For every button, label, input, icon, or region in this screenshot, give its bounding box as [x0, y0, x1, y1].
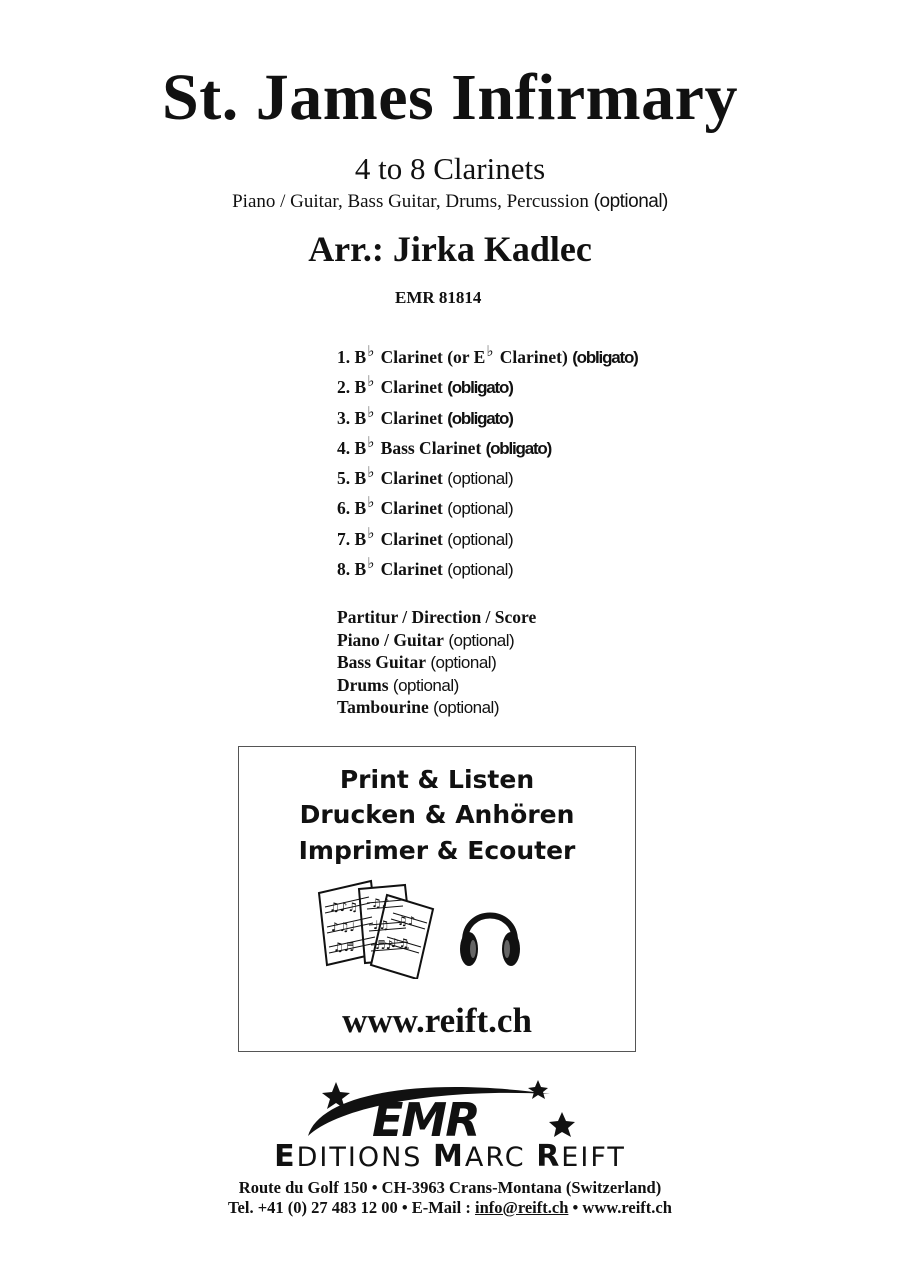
extra-item: [337, 696, 536, 719]
sheet-music-icon: [313, 879, 437, 979]
extra-note: (optional): [392, 675, 459, 695]
part-note: (optional): [447, 529, 514, 549]
part-number: 6. B: [337, 498, 367, 519]
part-number: 1. B: [337, 347, 367, 367]
flat-sign: ♭: [367, 554, 375, 573]
brand-initial: R: [536, 1139, 562, 1174]
extra-item: [337, 629, 536, 652]
promo-line-de: Drucken & Anhören: [299, 800, 575, 829]
extra-item: [337, 606, 536, 629]
extra-name: Partitur / Direction / Score: [337, 607, 537, 627]
flat-sign: ♭: [367, 342, 375, 360]
extra-name: Drums: [337, 674, 389, 695]
part-number: 7. B: [337, 528, 367, 549]
svg-text:♫♬: ♫♬: [333, 940, 355, 954]
extra-note: (optional): [430, 653, 497, 673]
contact-email-link[interactable]: info@reift.ch: [474, 1198, 569, 1217]
part-note: (optional): [447, 469, 514, 489]
contact-phone: Tel. +41 (0) 27 483 12 00 • E-Mail :: [228, 1198, 475, 1217]
svg-text:♩♫: ♩♫: [373, 918, 390, 932]
emr-logo: [300, 1074, 590, 1144]
extra-name: Tambourine: [337, 697, 429, 718]
instrumentation-line: [0, 190, 900, 214]
flat-sign: ♭: [486, 342, 494, 360]
brand-initial: M: [433, 1139, 465, 1174]
part-item: [337, 524, 638, 554]
part-item: [337, 433, 638, 463]
print-listen-box: [238, 746, 636, 1052]
part-item: [337, 463, 638, 493]
part-item: [337, 403, 638, 433]
part-note: (obligato): [447, 408, 513, 428]
extra-name: Piano / Guitar: [337, 629, 444, 650]
part-number: 8. B: [337, 559, 367, 580]
flat-sign: ♭: [367, 372, 375, 391]
part-item: [337, 342, 638, 372]
contact-website: • www.reift.ch: [568, 1198, 672, 1217]
part-name: Clarinet: [376, 468, 443, 489]
part-number: 4. B: [337, 437, 367, 458]
part-note: (optional): [447, 560, 514, 580]
brand-part: EIFT: [561, 1142, 626, 1173]
part-note: (obligato): [572, 348, 638, 367]
star-icon: [549, 1112, 575, 1137]
part-number: 3. B: [337, 407, 367, 428]
brand-initial: E: [274, 1139, 297, 1174]
parts-list: [337, 342, 638, 584]
svg-text:♫♪: ♫♪: [371, 896, 390, 910]
flat-sign: ♭: [367, 523, 375, 542]
brand-part: ARC: [464, 1142, 537, 1173]
flat-sign: ♭: [367, 402, 375, 421]
publisher-address: Route du Golf 150 • CH-3963 Crans-Montana (Switzerland): [238, 1178, 662, 1197]
flat-sign: ♭: [367, 463, 375, 482]
brand-part: DITIONS: [296, 1142, 433, 1173]
star-icon: [528, 1080, 548, 1099]
catalog-number: EMR 81814: [395, 288, 482, 307]
page-title: St. James Infirmary: [162, 61, 738, 134]
flat-sign: ♭: [367, 493, 375, 512]
extra-item: [337, 651, 536, 674]
part-name: Clarinet: [376, 498, 443, 519]
part-note: (obligato): [447, 378, 513, 398]
part-name: Clarinet (or E: [376, 347, 486, 367]
svg-text:♬♪: ♬♪: [375, 938, 394, 952]
promo-line-en: Print & Listen: [339, 765, 535, 794]
promo-url: www.reift.ch: [342, 1001, 532, 1040]
ensemble-subtitle: 4 to 8 Clarinets: [354, 151, 546, 186]
extra-note: (optional): [448, 630, 515, 650]
part-number: 5. B: [337, 468, 367, 489]
part-note: (obligato): [485, 438, 552, 458]
extra-name: Bass Guitar: [337, 652, 426, 673]
part-item: [337, 554, 638, 584]
part-name: Clarinet: [376, 559, 443, 580]
part-name: Clarinet: [376, 528, 443, 549]
part-name: Clarinet: [376, 377, 443, 398]
svg-text:♫♪: ♫♪: [397, 914, 416, 928]
extra-item: [337, 674, 536, 697]
instrumentation-note: (optional): [593, 191, 668, 212]
promo-line-fr: Imprimer & Ecouter: [298, 836, 576, 865]
part-name: Clarinet): [495, 347, 568, 367]
publisher-name: [0, 1141, 900, 1174]
part-item: [337, 493, 638, 523]
publisher-contact: [0, 1198, 900, 1218]
logo-mark-text: EMR: [372, 1093, 479, 1144]
part-name: Bass Clarinet: [376, 437, 482, 458]
headphones-icon: [457, 897, 523, 973]
instrumentation-text: Piano / Guitar, Bass Guitar, Drums, Percussion: [232, 191, 589, 212]
extra-note: (optional): [433, 698, 499, 718]
extras-list: [337, 606, 536, 719]
part-item: [337, 372, 638, 402]
flat-sign: ♭: [367, 432, 375, 451]
svg-text:♪♫: ♪♫: [391, 936, 410, 950]
arranger: Arr.: Jirka Kadlec: [308, 229, 592, 269]
svg-text:♫♪♫: ♫♪♫: [329, 900, 359, 914]
part-note: (optional): [447, 499, 514, 519]
svg-text:♪♫♩: ♪♫♩: [331, 920, 356, 934]
part-name: Clarinet: [376, 407, 443, 428]
part-number: 2. B: [337, 377, 367, 398]
